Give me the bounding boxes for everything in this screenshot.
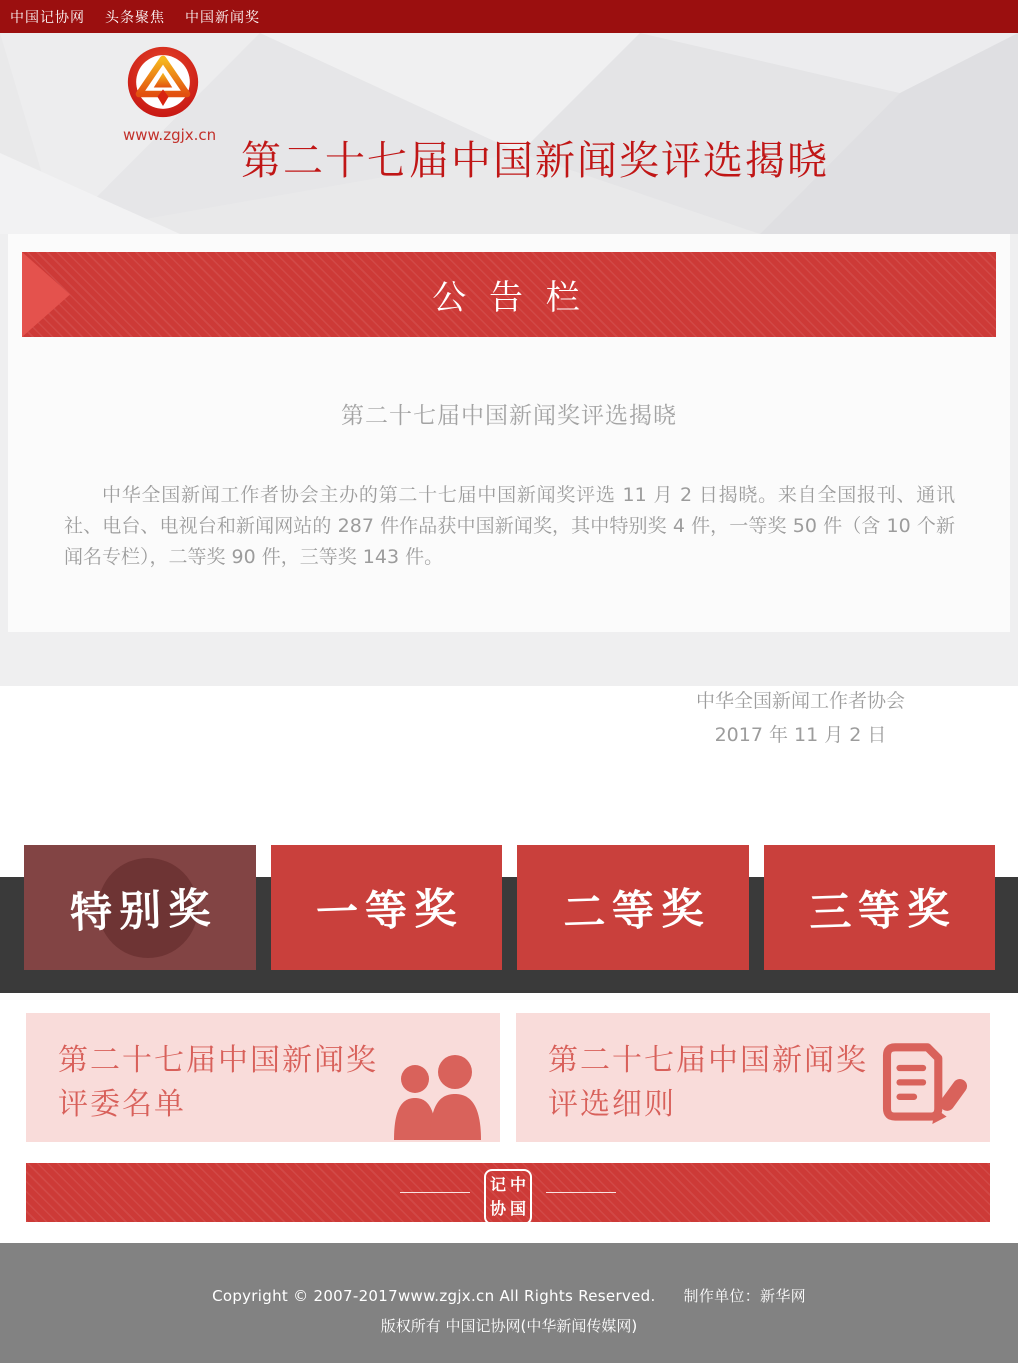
top-nav-bar bbox=[0, 0, 1018, 33]
seal-char-2: 中 bbox=[509, 1174, 526, 1194]
people-icon bbox=[382, 1052, 486, 1140]
selection-rules-card-line1: 第二十七届中国新闻奖 bbox=[548, 1043, 868, 1078]
page-footer bbox=[0, 1243, 1018, 1363]
first-prize-button[interactable] bbox=[271, 845, 503, 970]
seal-char-3: 协 bbox=[489, 1198, 506, 1218]
copyright-text: Copyright © 2007-2017www.zgjx.cn All Rights Reserved. bbox=[212, 1287, 656, 1305]
footer-copyright-line bbox=[0, 1285, 1018, 1306]
association-seal-icon bbox=[484, 1169, 532, 1225]
page-header bbox=[0, 33, 1018, 234]
announcement-body: 中华全国新闻工作者协会主办的第二十七届中国新闻奖评选 11 月 2 日揭晓。来自全国报刊、通讯社、电台、电视台和新闻网站的 287 件作品获中国新闻奖，其中特别奖 4 件，一等奖 50 件（含 10 个新闻名专栏），二等奖 90 件，三等奖 143 件。 bbox=[64, 484, 955, 568]
seal-right-line bbox=[546, 1192, 616, 1193]
seal-char-4: 国 bbox=[509, 1198, 526, 1218]
third-prize-button[interactable] bbox=[764, 845, 996, 970]
judges-list-card[interactable] bbox=[26, 1013, 500, 1142]
first-prize-label: 一等奖 bbox=[315, 882, 465, 937]
signer-name: 中华全国新闻工作者协会 bbox=[695, 690, 905, 712]
signature-block bbox=[696, 686, 905, 750]
site-url: www.zgjx.cn bbox=[123, 126, 217, 144]
journalists-association-logo-icon bbox=[126, 45, 200, 119]
lower-content-area bbox=[0, 686, 1018, 1363]
seal-strip bbox=[26, 1163, 990, 1222]
producer-text: 制作单位：新华网 bbox=[683, 1287, 806, 1305]
selection-rules-card[interactable] bbox=[516, 1013, 990, 1142]
nav-link-news-award[interactable]: 中国新闻奖 bbox=[185, 9, 260, 26]
document-pen-icon bbox=[878, 1040, 968, 1132]
selection-rules-card-line2: 评选细则 bbox=[548, 1087, 676, 1122]
nav-link-headlines[interactable]: 头条聚焦 bbox=[105, 9, 165, 26]
seal-char-1: 记 bbox=[489, 1174, 506, 1194]
banner-chevron-decoration bbox=[22, 252, 70, 337]
bulletin-banner bbox=[22, 252, 996, 337]
bulletin-banner-title: 公 告 栏 bbox=[432, 278, 586, 318]
announcement-panel bbox=[8, 234, 1010, 632]
page-title: 第二十七届中国新闻奖评选揭晓 bbox=[241, 138, 829, 184]
seal-left-line bbox=[400, 1192, 470, 1193]
judges-list-card-line1: 第二十七届中国新闻奖 bbox=[58, 1043, 378, 1078]
nav-link-zgjx[interactable]: 中国记协网 bbox=[10, 9, 85, 26]
second-prize-label: 二等奖 bbox=[562, 882, 711, 937]
special-award-label: 特别奖 bbox=[69, 882, 218, 937]
footer-rights-line: 版权所有 中国记协网(中华新闻传媒网) bbox=[380, 1317, 638, 1335]
link-cards-row bbox=[26, 1013, 990, 1142]
site-logo[interactable] bbox=[123, 45, 217, 144]
second-prize-button[interactable] bbox=[517, 845, 749, 970]
special-award-button[interactable] bbox=[24, 845, 256, 970]
award-buttons-row bbox=[24, 845, 995, 970]
judges-list-card-line2: 评委名单 bbox=[58, 1087, 186, 1122]
third-prize-label: 三等奖 bbox=[808, 882, 958, 937]
signature-date: 2017 年 11 月 2 日 bbox=[714, 724, 887, 746]
award-buttons-section bbox=[0, 845, 1018, 993]
announcement-title: 第二十七届中国新闻奖评选揭晓 bbox=[341, 403, 677, 429]
